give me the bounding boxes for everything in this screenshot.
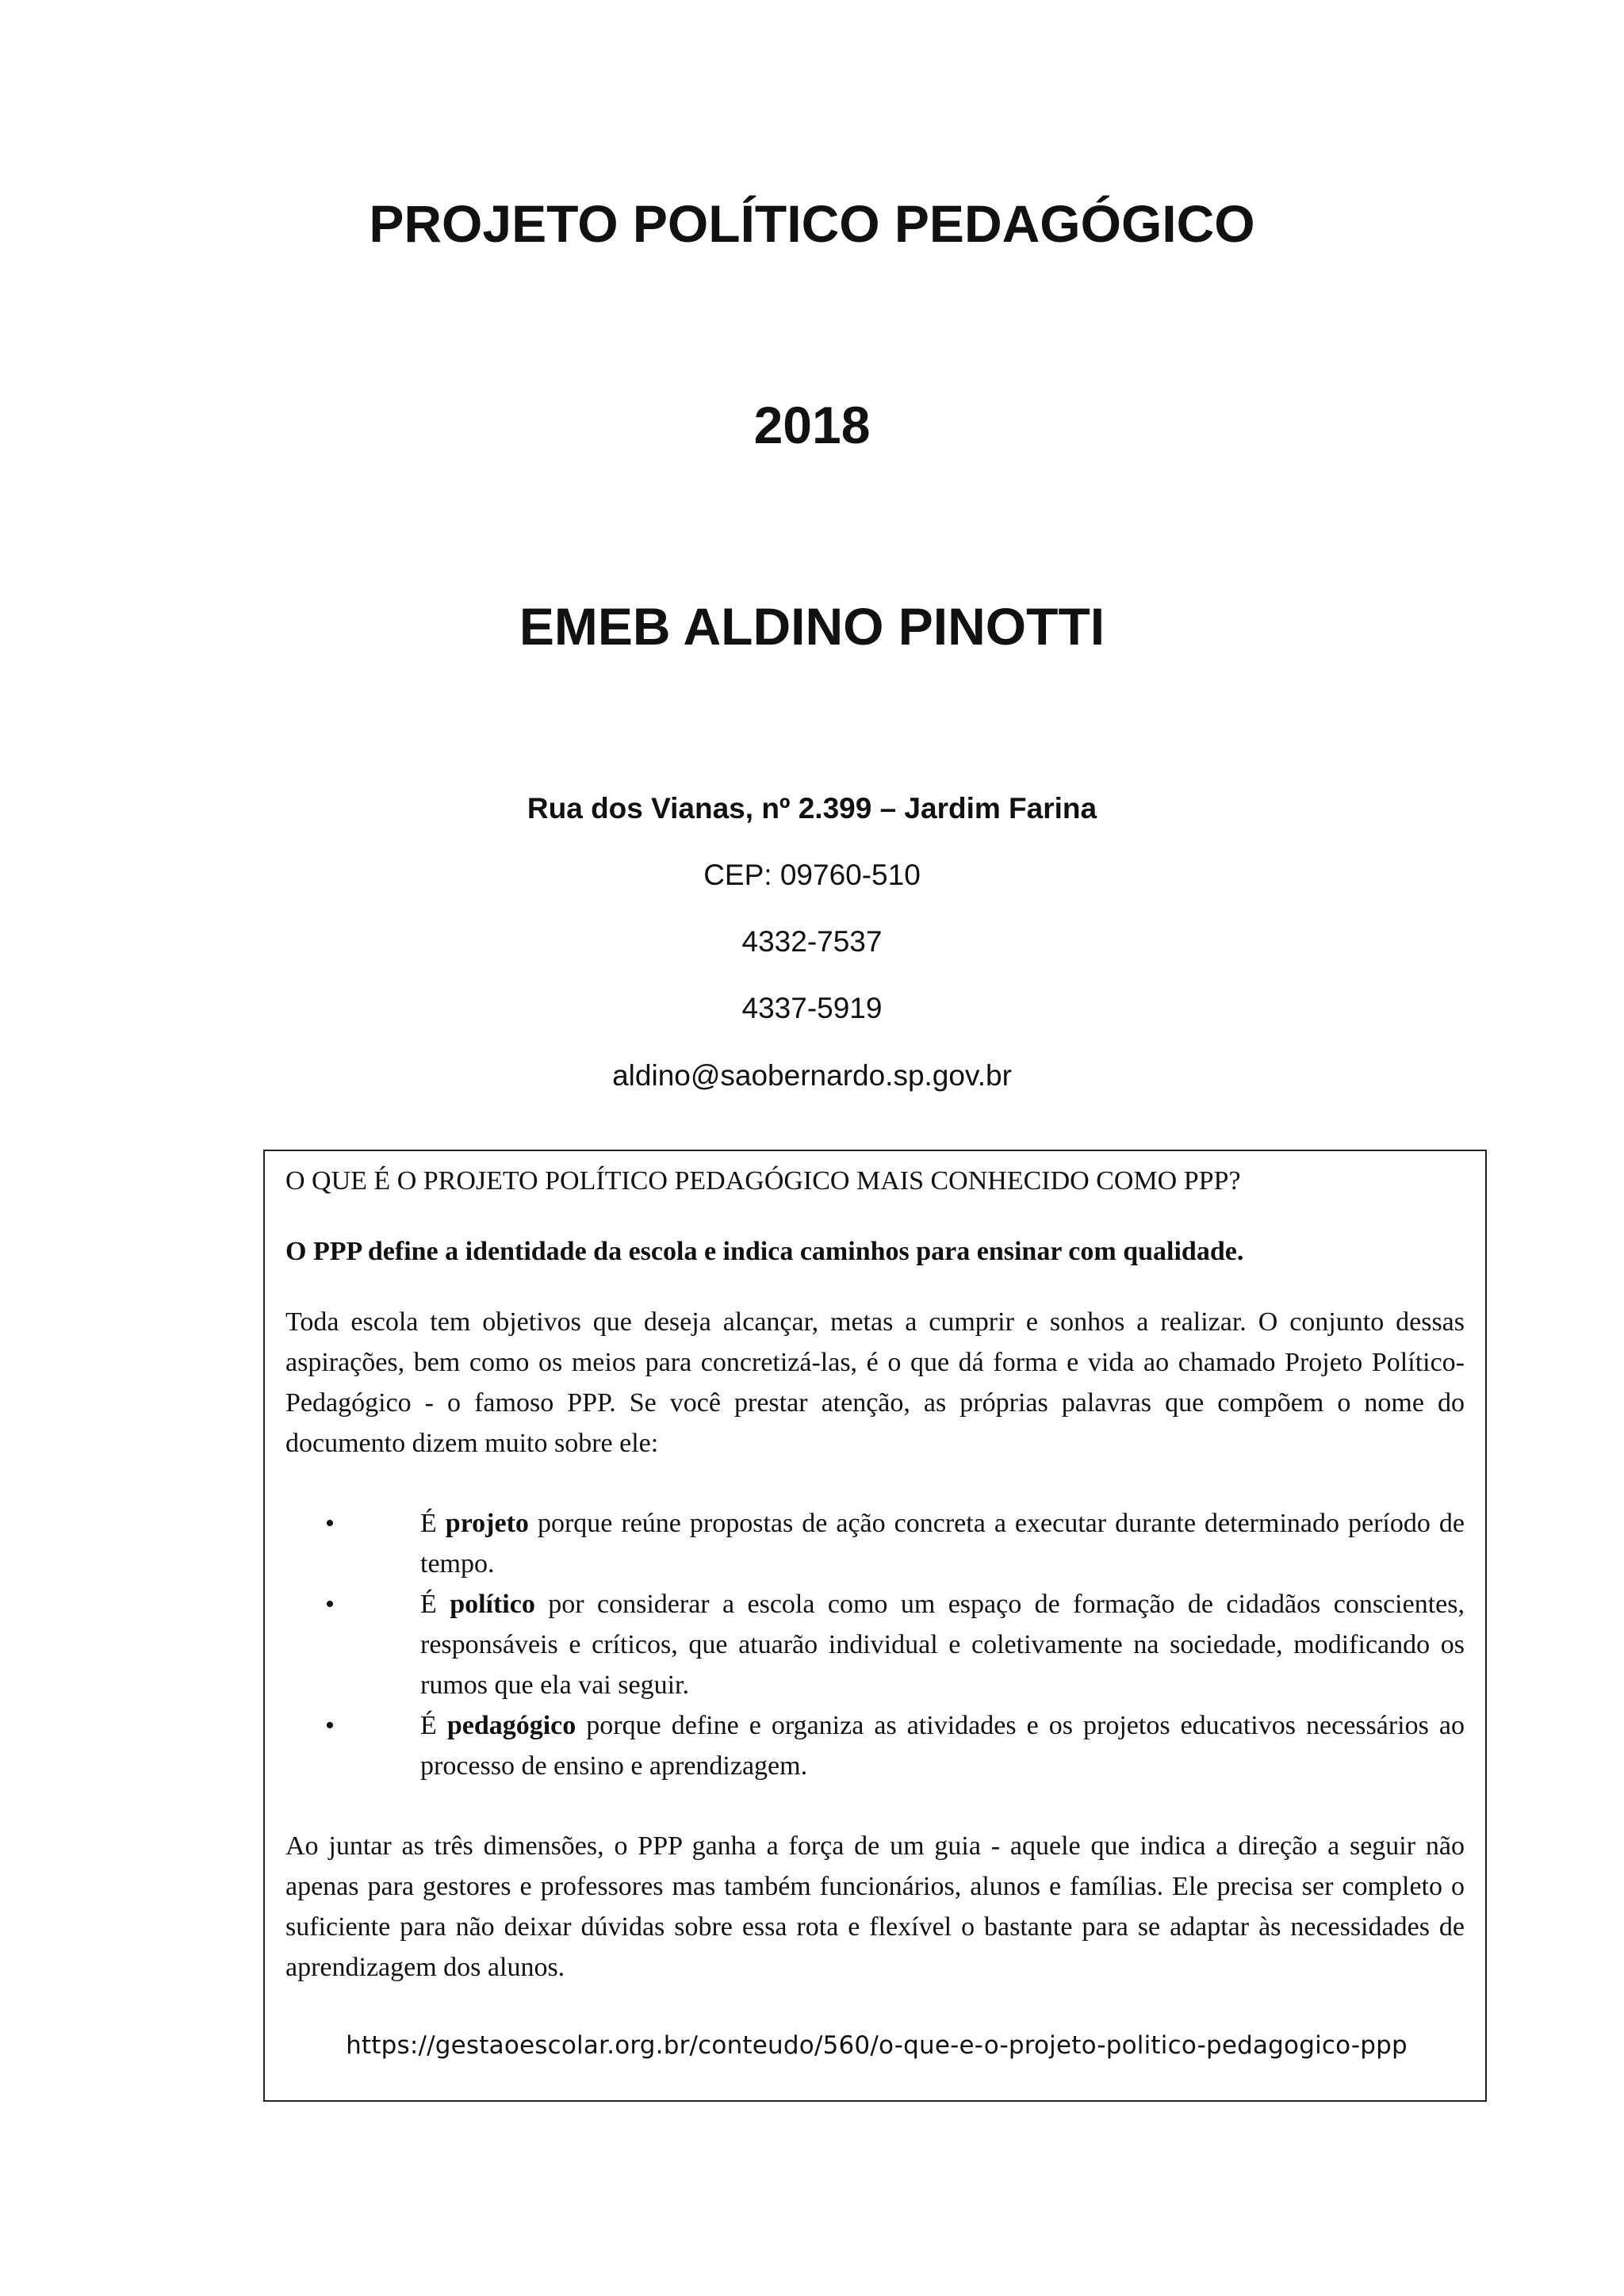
list-item-pedagogico [285, 1705, 1465, 1786]
list-item-politico [285, 1584, 1465, 1705]
ppp-info-content [285, 1161, 1465, 2027]
source-link[interactable]: https://gestaoescolar.org.br/conteudo/560/o-que-e-o-projeto-politico-pedagogico-ppp [346, 2031, 1408, 2060]
ppp-dimensions-list [285, 1503, 1465, 1786]
dimension-text: porque define e organiza as atividades e os projetos educativos necessários ao processo de ensino e aprendizagem. [420, 1711, 1465, 1781]
dimension-term: pedagógico [446, 1711, 576, 1740]
ppp-question: O QUE É O PROJETO POLÍTICO PEDAGÓGICO MAIS CONHECIDO COMO PPP? [285, 1166, 1241, 1196]
school-phone-2: 4337-5919 [741, 992, 883, 1024]
dimension-prefix: É [420, 1509, 446, 1538]
school-cep: CEP: 09760-510 [703, 859, 921, 891]
dimension-text: por considerar a escola como um espaço de formação de cidadãos conscientes, responsáveis e críticos, que atuarão individual e coletivamente na sociedade, modificando os rumos que ela vai seguir. [420, 1590, 1465, 1700]
document-title: PROJETO POLÍTICO PEDAGÓGICO [369, 194, 1255, 253]
school-name: EMEB ALDINO PINOTTI [519, 597, 1105, 656]
dimension-prefix: É [420, 1711, 447, 1740]
ppp-conclusion: Ao juntar as três dimensões, o PPP ganha a força de um guia - aquele que indica a direção a seguir não apenas para gestores e professores mas também funcionários, alunos e famílias. Ele precisa ser completo o suficiente para não deixar dúvidas sobre essa rota e flexível o bastante para se adaptar às necessidades de aprendizagem dos alunos. [285, 1831, 1465, 1982]
list-item-projeto [285, 1503, 1465, 1584]
ppp-definition: O PPP define a identidade da escola e indica caminhos para ensinar com qualidade. [285, 1237, 1244, 1266]
school-email: aldino@saobernardo.sp.gov.br [612, 1059, 1012, 1092]
bullet-icon: • [325, 1590, 335, 1619]
dimension-text: porque reúne propostas de ação concreta a executar durante determinado período de tempo. [420, 1509, 1465, 1578]
school-phone-1: 4332-7537 [741, 925, 883, 958]
dimension-term: político [450, 1590, 535, 1619]
dimension-term: projeto [445, 1509, 529, 1538]
school-address: Rua dos Vianas, nº 2.399 – Jardim Farina [527, 792, 1097, 825]
ppp-intro: Toda escola tem objetivos que deseja alcançar, metas a cumprir e sonhos a realizar. O conjunto dessas aspirações, bem como os meios para concretizá-las, é o que dá forma e vida ao chamado Projeto Político-Pedagógico - o famoso PPP. Se você prestar atenção, as próprias palavras que compõem o nome do documento dizem muito sobre ele: [285, 1307, 1465, 1458]
bullet-icon: • [325, 1509, 335, 1538]
dimension-prefix: É [420, 1590, 450, 1619]
bullet-icon: • [325, 1711, 335, 1740]
ppp-info-box [263, 1150, 1487, 2102]
document-year: 2018 [753, 396, 871, 454]
